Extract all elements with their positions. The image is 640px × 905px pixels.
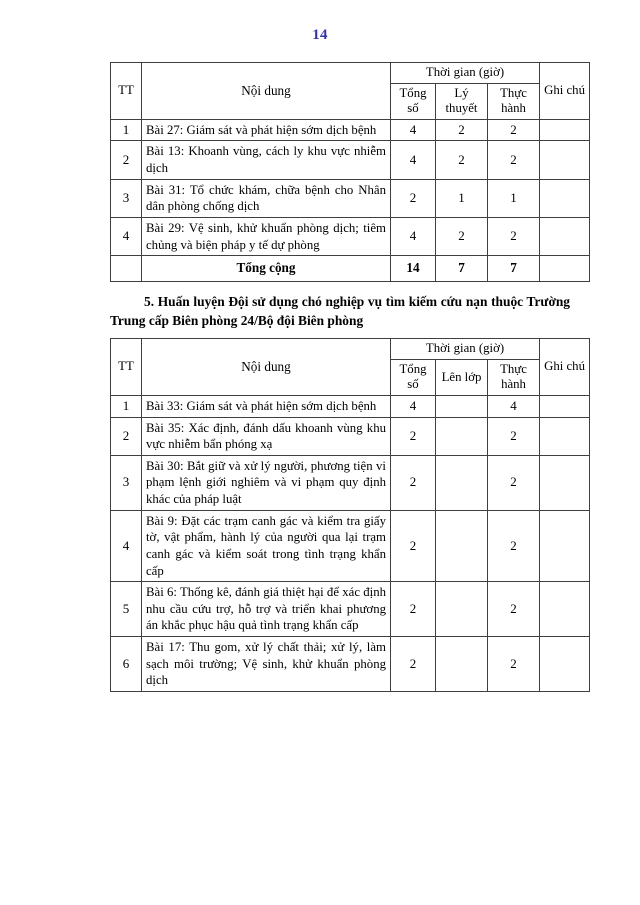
- row-note: [540, 510, 590, 582]
- total-note: [540, 256, 590, 282]
- row-content: Bài 35: Xác định, đánh dấu khoanh vùng khu vực nhiễm bẩn phóng xạ: [142, 417, 391, 455]
- row-total-hours: 4: [391, 217, 436, 255]
- row-total-hours: 4: [391, 395, 436, 417]
- row-index: 2: [111, 141, 142, 179]
- table-row: [111, 119, 590, 141]
- row-theory-hours: 2: [436, 217, 488, 255]
- row-note: [540, 582, 590, 637]
- table-row: [111, 510, 590, 582]
- row-class-hours: [436, 395, 488, 417]
- row-total-hours: 2: [391, 582, 436, 637]
- table-1-header-tt: TT: [111, 63, 142, 120]
- row-total-hours: 2: [391, 417, 436, 455]
- table-2-header: [111, 339, 590, 396]
- table-2-header-tongso: Tổng số: [391, 359, 436, 395]
- row-index: 4: [111, 510, 142, 582]
- row-content: Bài 29: Vệ sinh, khử khuẩn phòng dịch; tiêm chủng và biện pháp y tế dự phòng: [142, 217, 391, 255]
- table-row: [111, 217, 590, 255]
- table-2-header-thuchanh: Thực hành: [488, 359, 540, 395]
- row-note: [540, 637, 590, 692]
- table-row: [111, 455, 590, 510]
- row-index: 2: [111, 417, 142, 455]
- table-2-header-lenlop: Lên lớp: [436, 359, 488, 395]
- table-row: [111, 417, 590, 455]
- row-practice-hours: 1: [488, 179, 540, 217]
- row-total-hours: 2: [391, 179, 436, 217]
- row-total-hours: 2: [391, 510, 436, 582]
- row-practice-hours: 2: [488, 217, 540, 255]
- section-heading-5: 5. Huấn luyện Đội sử dụng chó nghiệp vụ tìm kiếm cứu nạn thuộc Trường Trung cấp Biên phòng 24/Bộ đội Biên phòng: [110, 294, 570, 328]
- table-row: [111, 582, 590, 637]
- table-row: [111, 637, 590, 692]
- table-header-row: [111, 339, 590, 360]
- table-1-header: [111, 63, 590, 120]
- row-index: 5: [111, 582, 142, 637]
- row-index: 3: [111, 455, 142, 510]
- table-total-row: [111, 256, 590, 282]
- row-note: [540, 395, 590, 417]
- row-content: Bài 17: Thu gom, xử lý chất thải; xử lý, làm sạch môi trường; Vệ sinh, khử khuẩn phòng dịch: [142, 637, 391, 692]
- training-table-1: [110, 62, 590, 282]
- table-1-body: [111, 119, 590, 281]
- row-note: [540, 119, 590, 141]
- row-class-hours: [436, 637, 488, 692]
- table-1-header-lythuyet: Lý thuyết: [436, 83, 488, 119]
- row-total-hours: 4: [391, 141, 436, 179]
- table-1-header-thoigian: Thời gian (giờ): [391, 63, 540, 84]
- row-content: Bài 27: Giám sát và phát hiện sớm dịch bệnh: [142, 119, 391, 141]
- row-theory-hours: 2: [436, 119, 488, 141]
- table-2-header-noidung: Nội dung: [142, 339, 391, 396]
- row-practice-hours: 2: [488, 510, 540, 582]
- row-theory-hours: 2: [436, 141, 488, 179]
- total-index: [111, 256, 142, 282]
- row-index: 1: [111, 119, 142, 141]
- table-2-header-tt: TT: [111, 339, 142, 396]
- table-2-header-ghichu: Ghi chú: [540, 339, 590, 396]
- table-2-body: [111, 395, 590, 691]
- table-2-header-thoigian: Thời gian (giờ): [391, 339, 540, 360]
- row-content: Bài 31: Tổ chức khám, chữa bệnh cho Nhân dân phòng chống dịch: [142, 179, 391, 217]
- table-1-header-noidung: Nội dung: [142, 63, 391, 120]
- total-practice-hours: 7: [488, 256, 540, 282]
- row-note: [540, 417, 590, 455]
- row-class-hours: [436, 582, 488, 637]
- training-table-2: [110, 338, 590, 692]
- table-row: [111, 395, 590, 417]
- row-total-hours: 2: [391, 455, 436, 510]
- row-practice-hours: 2: [488, 417, 540, 455]
- row-content: Bài 30: Bắt giữ và xử lý người, phương tiện vi phạm lệnh giới nghiêm và vi phạm quy định khác của pháp luật: [142, 455, 391, 510]
- row-content: Bài 9: Đặt các trạm canh gác và kiểm tra giấy tờ, vật phẩm, hành lý của người qua lại trạm canh gác và kiểm soát trong tình trạng khẩn cấp: [142, 510, 391, 582]
- page-number: 14: [312, 27, 328, 43]
- table-1-header-tongso: Tổng số: [391, 83, 436, 119]
- row-index: 4: [111, 217, 142, 255]
- row-practice-hours: 2: [488, 582, 540, 637]
- row-total-hours: 4: [391, 119, 436, 141]
- row-theory-hours: 1: [436, 179, 488, 217]
- document-content: [110, 62, 585, 692]
- row-index: 6: [111, 637, 142, 692]
- row-index: 1: [111, 395, 142, 417]
- table-header-row: [111, 63, 590, 84]
- row-practice-hours: 2: [488, 637, 540, 692]
- row-content: Bài 6: Thống kê, đánh giá thiệt hại để xác định nhu cầu cứu trợ, hỗ trợ và triển khai phương án khắc phục hậu quả tình trạng khẩn cấp: [142, 582, 391, 637]
- row-practice-hours: 2: [488, 455, 540, 510]
- row-index: 3: [111, 179, 142, 217]
- row-practice-hours: 2: [488, 141, 540, 179]
- row-practice-hours: 2: [488, 119, 540, 141]
- row-note: [540, 179, 590, 217]
- total-hours: 14: [391, 256, 436, 282]
- total-theory-hours: 7: [436, 256, 488, 282]
- row-class-hours: [436, 417, 488, 455]
- row-total-hours: 2: [391, 637, 436, 692]
- table-row: [111, 141, 590, 179]
- row-content: Bài 13: Khoanh vùng, cách ly khu vực nhiễm dịch: [142, 141, 391, 179]
- total-label: Tổng cộng: [142, 256, 391, 282]
- row-note: [540, 141, 590, 179]
- table-1-header-thuchanh: Thực hành: [488, 83, 540, 119]
- row-class-hours: [436, 510, 488, 582]
- row-practice-hours: 4: [488, 395, 540, 417]
- row-class-hours: [436, 455, 488, 510]
- row-note: [540, 455, 590, 510]
- table-row: [111, 179, 590, 217]
- table-1-header-ghichu: Ghi chú: [540, 63, 590, 120]
- row-note: [540, 217, 590, 255]
- row-content: Bài 33: Giám sát và phát hiện sớm dịch bệnh: [142, 395, 391, 417]
